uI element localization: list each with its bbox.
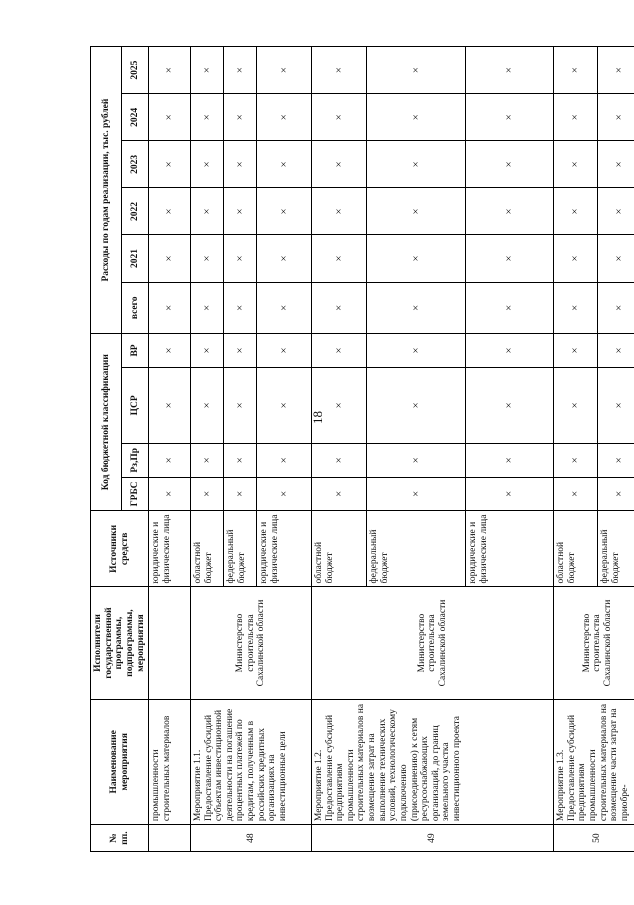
col-kbk-header: Код бюджетной классификации — [91, 334, 122, 511]
col-expenses-header: Расходы по годам реализации, тыс. рублей — [91, 47, 122, 334]
col-total-header: всего — [122, 282, 149, 334]
cell-x: × — [366, 235, 465, 282]
col-year-2023-header: 2023 — [122, 141, 149, 188]
row-source: областной бюджет — [311, 511, 366, 587]
cell-x: × — [366, 367, 465, 443]
cell-x: × — [366, 94, 465, 141]
cell-x: × — [554, 235, 598, 282]
cell-x: × — [190, 444, 223, 478]
cell-x: × — [554, 94, 598, 141]
cell-x: × — [554, 282, 598, 334]
cell-x: × — [554, 47, 598, 94]
cell-x: × — [223, 94, 256, 141]
cell-x: × — [466, 188, 554, 235]
cell-x: × — [311, 235, 366, 282]
cell-x: × — [311, 444, 366, 478]
cell-x: × — [256, 367, 311, 443]
cell-x: × — [190, 188, 223, 235]
row-num: 49 — [311, 825, 553, 852]
cell-x: × — [149, 188, 191, 235]
cell-x: × — [311, 141, 366, 188]
row-source: областной бюджет — [554, 511, 598, 587]
cell-x: × — [311, 47, 366, 94]
col-name-header: Наименование мероприятия — [91, 699, 149, 825]
row-source: юридические и физические лица — [466, 511, 554, 587]
cell-x: × — [149, 47, 191, 94]
cell-x: × — [311, 367, 366, 443]
cell-x: × — [598, 367, 634, 443]
row-source: федеральный бюджет — [598, 511, 634, 587]
row-num — [149, 825, 191, 852]
cell-x: × — [466, 141, 554, 188]
cell-x: × — [598, 477, 634, 511]
cell-x: × — [223, 47, 256, 94]
cell-x: × — [190, 334, 223, 368]
cell-x: × — [223, 188, 256, 235]
cell-x: × — [466, 235, 554, 282]
row-num: 48 — [190, 825, 311, 852]
cell-x: × — [256, 334, 311, 368]
cell-x: × — [466, 47, 554, 94]
row-name: Мероприятие 1.3. Предоставление субсидий предприятиям промышленности строительных материалов на возмещение части затрат на приобре- — [554, 699, 634, 825]
cell-x: × — [311, 94, 366, 141]
col-year-2021-header: 2021 — [122, 235, 149, 282]
cell-x: × — [256, 282, 311, 334]
row-executor: Министерство строительства Сахалинской области — [554, 587, 634, 699]
cell-x: × — [149, 367, 191, 443]
col-executor-header: Исполнители государственной программы, подпрограммы, мероприятия — [91, 587, 149, 699]
row-source: федеральный бюджет — [223, 511, 256, 587]
col-sources-header: Источники средств — [91, 511, 149, 587]
cell-x: × — [149, 235, 191, 282]
col-year-2022-header: 2022 — [122, 188, 149, 235]
cell-x: × — [256, 477, 311, 511]
cell-x: × — [466, 367, 554, 443]
row-source: юридические и физические лица — [256, 511, 311, 587]
row-source: юридические и физические лица — [149, 511, 191, 587]
cell-x: × — [223, 367, 256, 443]
table-row — [554, 47, 598, 852]
cell-x: × — [466, 477, 554, 511]
cell-x: × — [554, 444, 598, 478]
cell-x: × — [366, 47, 465, 94]
col-num-header: № пп. — [91, 825, 149, 852]
col-vr-header: ВР — [122, 334, 149, 368]
table-row — [311, 47, 366, 852]
cell-x: × — [366, 334, 465, 368]
row-name: Мероприятие 1.2. Предоставление субсидий предприятиям промышленности строительных материалов на возмещение затрат на выполнение технических условий, технологическому подключению (присоединению) к сетям ресурсоснабжающих организаций, до границ земельного участка инвестиционного проекта — [311, 699, 553, 825]
cell-x: × — [366, 141, 465, 188]
cell-x: × — [256, 444, 311, 478]
cell-x: × — [554, 141, 598, 188]
cell-x: × — [256, 188, 311, 235]
cell-x: × — [256, 94, 311, 141]
cell-x: × — [223, 444, 256, 478]
cell-x: × — [149, 94, 191, 141]
row-executor: Министерство строительства Сахалинской области — [190, 587, 311, 699]
page-number: 18 — [310, 411, 325, 424]
cell-x: × — [554, 477, 598, 511]
cell-x: × — [190, 94, 223, 141]
cell-x: × — [223, 334, 256, 368]
col-csr-header: ЦСР — [122, 367, 149, 443]
cell-x: × — [466, 94, 554, 141]
cell-x: × — [311, 282, 366, 334]
row-name: промышленности строительных материалов — [149, 699, 191, 825]
cell-x: × — [223, 477, 256, 511]
col-rzpr-header: Рз,Пр — [122, 444, 149, 478]
row-source: областной бюджет — [190, 511, 223, 587]
cell-x: × — [598, 188, 634, 235]
cell-x: × — [223, 235, 256, 282]
table-row — [149, 47, 191, 852]
cell-x: × — [149, 282, 191, 334]
cell-x: × — [190, 477, 223, 511]
row-executor: Министерство строительства Сахалинской области — [311, 587, 553, 699]
cell-x: × — [190, 141, 223, 188]
cell-x: × — [598, 282, 634, 334]
cell-x: × — [366, 282, 465, 334]
cell-x: × — [598, 444, 634, 478]
row-source: федеральный бюджет — [366, 511, 465, 587]
cell-x: × — [190, 367, 223, 443]
row-num: 50 — [554, 825, 634, 852]
cell-x: × — [223, 282, 256, 334]
cell-x: × — [466, 334, 554, 368]
col-year-2025-header: 2025 — [122, 47, 149, 94]
col-grbs-header: ГРБС — [122, 477, 149, 511]
cell-x: × — [311, 188, 366, 235]
cell-x: × — [149, 334, 191, 368]
cell-x: × — [554, 334, 598, 368]
cell-x: × — [149, 444, 191, 478]
cell-x: × — [466, 282, 554, 334]
col-year-2024-header: 2024 — [122, 94, 149, 141]
cell-x: × — [466, 444, 554, 478]
cell-x: × — [256, 235, 311, 282]
cell-x: × — [366, 477, 465, 511]
cell-x: × — [223, 141, 256, 188]
table-row — [190, 47, 223, 852]
cell-x: × — [554, 367, 598, 443]
cell-x: × — [598, 94, 634, 141]
cell-x: × — [256, 47, 311, 94]
rotated-table-container — [90, 46, 632, 852]
expenses-table — [90, 46, 634, 852]
cell-x: × — [598, 47, 634, 94]
row-executor — [149, 587, 191, 699]
cell-x: × — [598, 141, 634, 188]
row-name: Мероприятие 1.1. Предоставление субсидий субъектам инвестиционной деятельности на погашение процентных платежей по кредитам, полученным в российских кредитных организациях на инвестиционные цели — [190, 699, 311, 825]
cell-x: × — [554, 188, 598, 235]
cell-x: × — [190, 235, 223, 282]
cell-x: × — [311, 477, 366, 511]
cell-x: × — [256, 141, 311, 188]
cell-x: × — [366, 188, 465, 235]
cell-x: × — [190, 47, 223, 94]
cell-x: × — [190, 282, 223, 334]
cell-x: × — [598, 235, 634, 282]
cell-x: × — [149, 141, 191, 188]
cell-x: × — [366, 444, 465, 478]
cell-x: × — [598, 334, 634, 368]
cell-x: × — [311, 334, 366, 368]
cell-x: × — [149, 477, 191, 511]
